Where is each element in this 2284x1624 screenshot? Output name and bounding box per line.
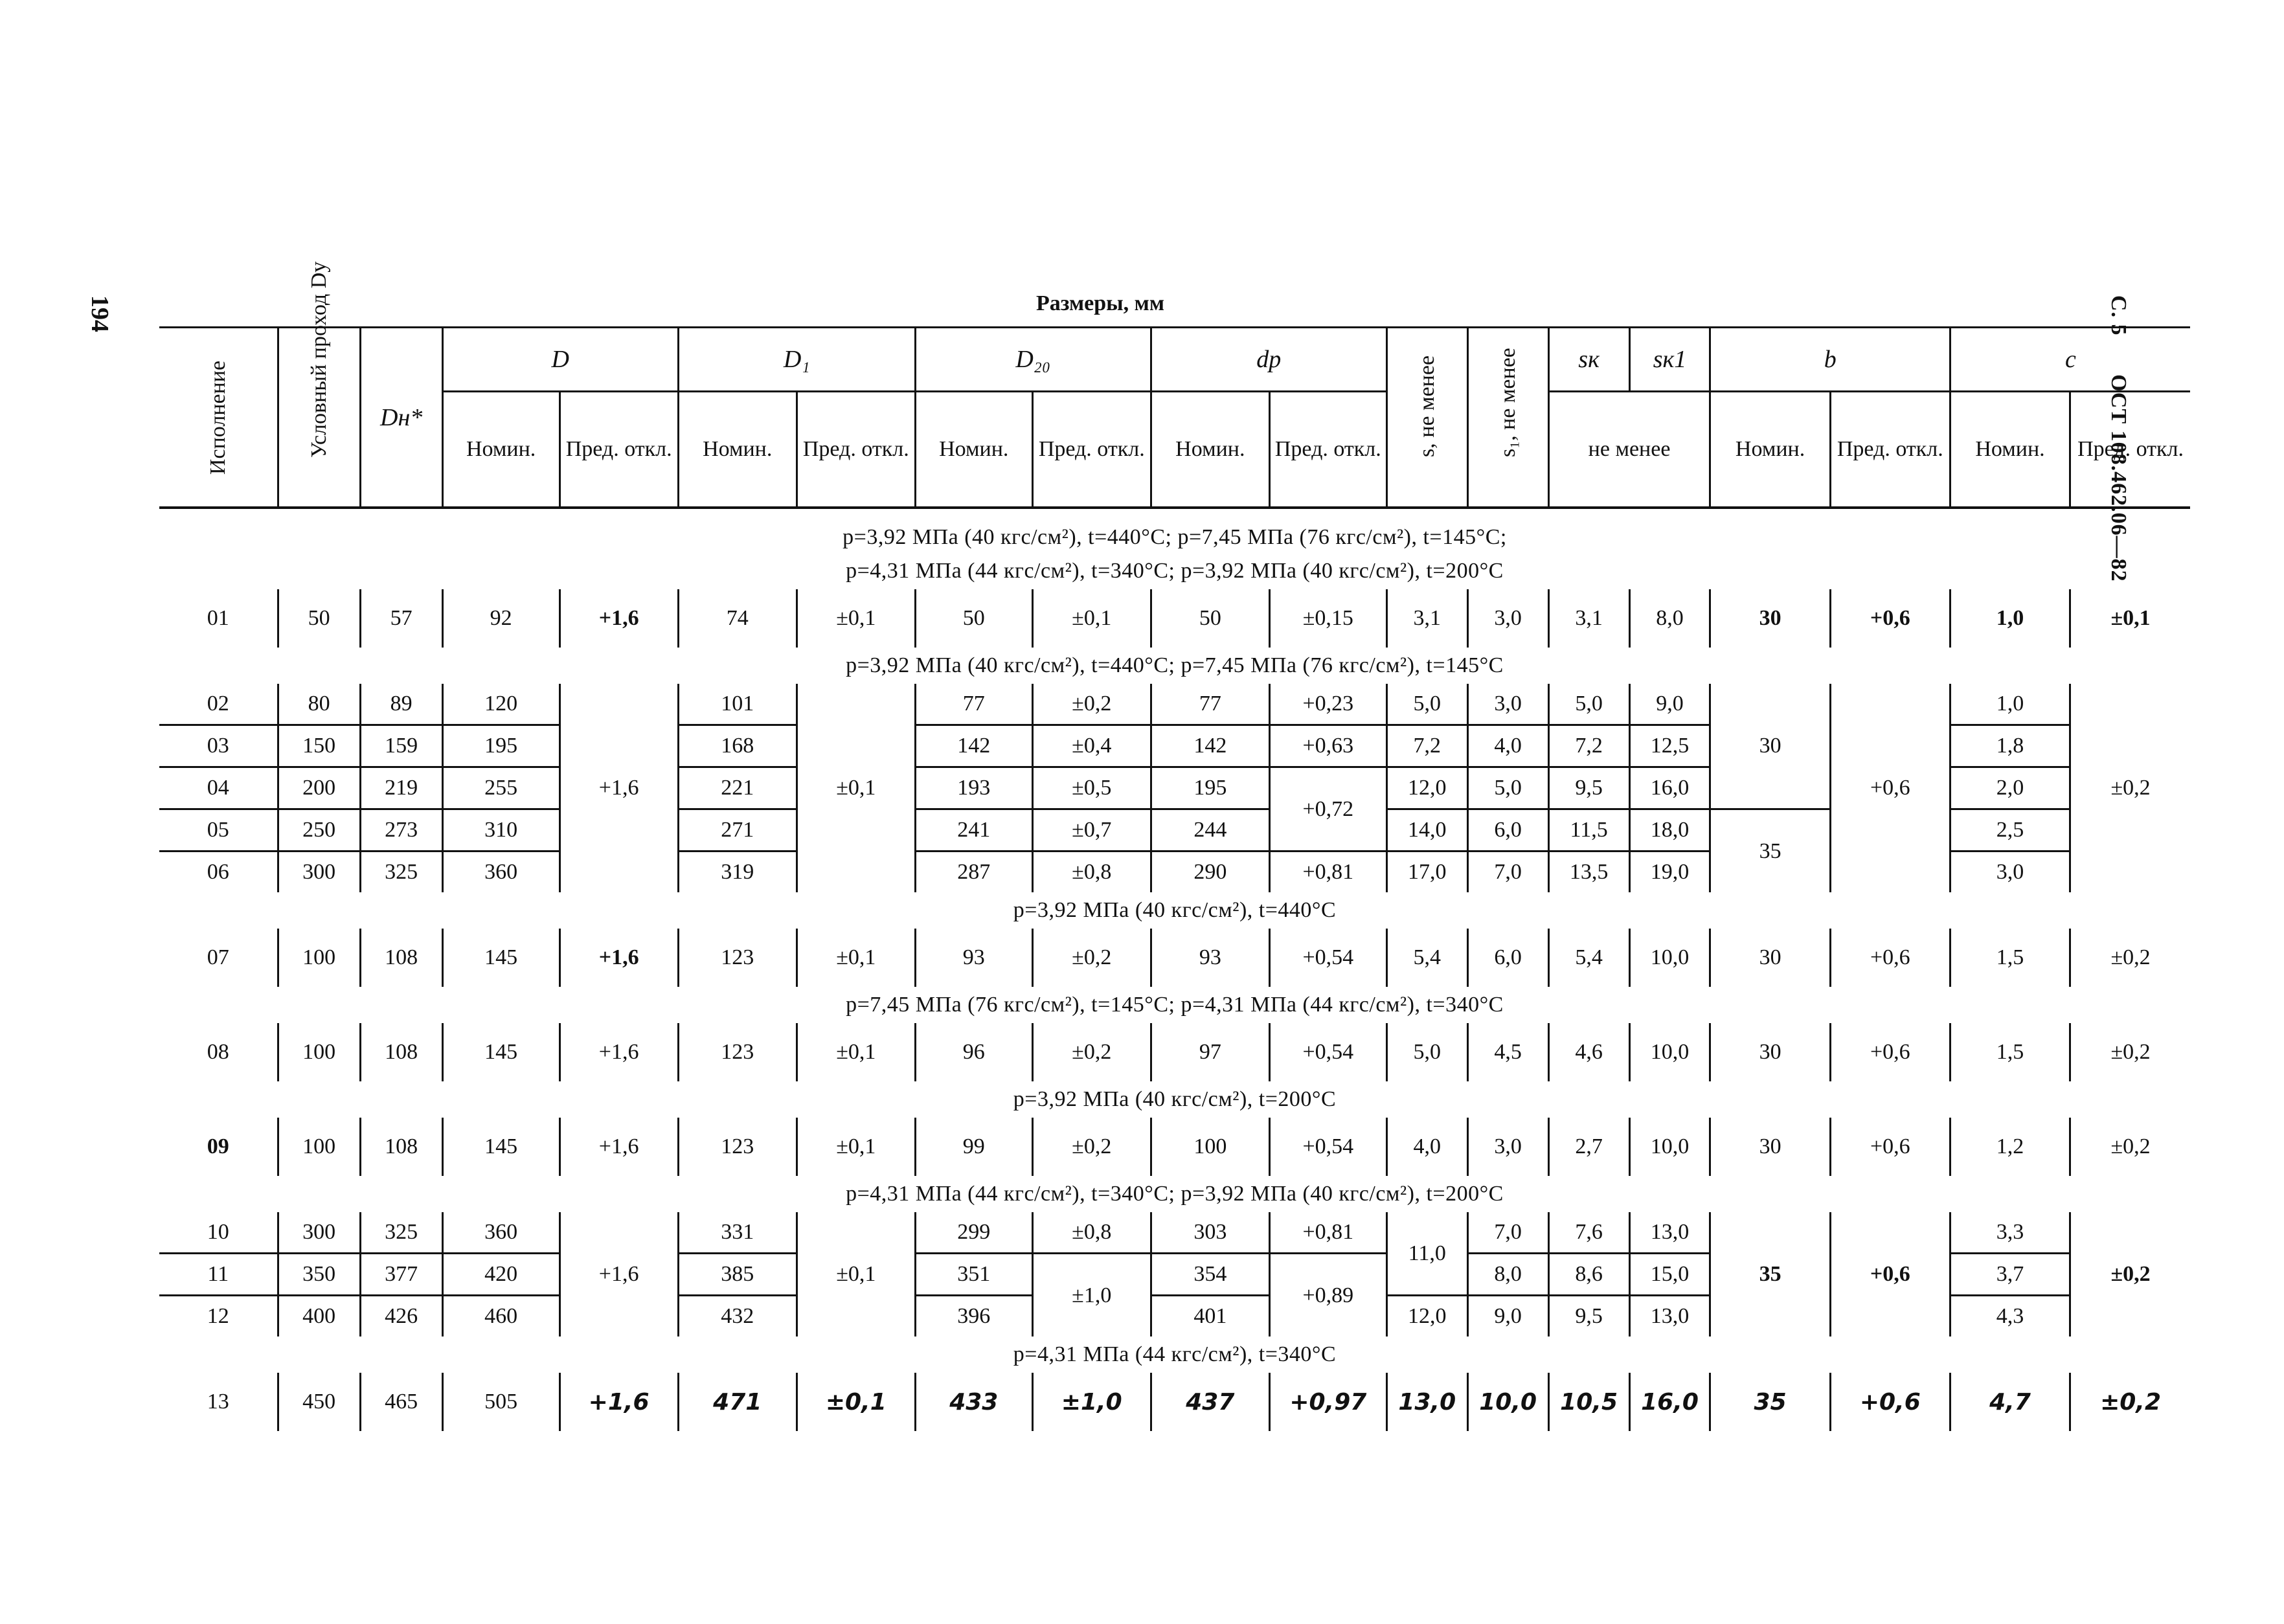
- table-cell: 18,0: [1629, 809, 1710, 851]
- dp-pred: Пред. откл.: [1269, 392, 1386, 508]
- table-cell: 142: [1151, 725, 1269, 767]
- table-caption: Размеры, мм: [1036, 291, 1164, 315]
- table-cell: 9,5: [1548, 1296, 1629, 1337]
- table-cell: 1,2: [1950, 1118, 2070, 1176]
- table-cell: 123: [678, 929, 797, 987]
- table-cell: 16,0: [1629, 767, 1710, 809]
- table-cell: 108: [360, 929, 442, 987]
- D20-pred: Пред. откл.: [1032, 392, 1151, 508]
- table-cell: ±1,0: [1032, 1373, 1151, 1431]
- table-cell: 74: [678, 589, 797, 648]
- table-row: [159, 929, 2190, 987]
- table-cell: 123: [678, 1023, 797, 1081]
- table-cell: 10,0: [1629, 1023, 1710, 1081]
- table-cell: 35: [1710, 809, 1830, 893]
- table-cell: 9,0: [1629, 684, 1710, 725]
- table-cell: 360: [442, 851, 560, 893]
- table-cell: 303: [1151, 1212, 1269, 1254]
- table-cell: +1,6: [560, 1118, 678, 1176]
- table-cell: 319: [678, 851, 797, 893]
- table-cell: ±0,1: [797, 1118, 915, 1176]
- table-cell: 244: [1151, 809, 1269, 851]
- table-cell: 7,6: [1548, 1212, 1629, 1254]
- table-cell: 360: [442, 1212, 560, 1254]
- table-cell: ±0,2: [2070, 929, 2190, 987]
- table-cell: 3,3: [1950, 1212, 2070, 1254]
- col-sk: sк: [1548, 328, 1629, 392]
- table-cell: 6,0: [1467, 809, 1548, 851]
- b-pred: Пред. откл.: [1830, 392, 1950, 508]
- condition-line: p=4,31 МПа (44 кгс/см²), t=340°C; p=3,92 МПа (40 кгс/см²), t=200°C: [846, 1182, 1504, 1206]
- table-row: [159, 1118, 2190, 1176]
- table-cell: 385: [678, 1254, 797, 1296]
- table-cell: 3,0: [1467, 589, 1548, 648]
- table-cell: 9,0: [1467, 1296, 1548, 1337]
- table-cell: +0,6: [1830, 684, 1950, 892]
- table-cell: 13,0: [1629, 1212, 1710, 1254]
- condition-line: p=3,92 МПа (40 кгс/см²), t=440°C: [1013, 898, 1337, 922]
- table-cell: 13: [207, 1390, 229, 1414]
- table-cell: 145: [442, 929, 560, 987]
- table-cell: 5,0: [1386, 684, 1467, 725]
- table-cell: +0,6: [1830, 929, 1950, 987]
- condition-line: p=3,92 МПа (40 кгс/см²), t=200°C: [1013, 1087, 1337, 1111]
- col-c: c: [1950, 328, 2190, 392]
- table-cell: 271: [678, 809, 797, 851]
- D-pred: Пред. откл.: [560, 392, 678, 508]
- table-cell: 460: [442, 1296, 560, 1337]
- table-cell: 108: [360, 1023, 442, 1081]
- table-cell: ±0,4: [1032, 725, 1151, 767]
- table-row: [159, 589, 2190, 648]
- table-cell: ±0,2: [1032, 1023, 1151, 1081]
- table-cell: 290: [1151, 851, 1269, 893]
- table-cell: 50: [915, 589, 1032, 648]
- col-dn: Dн*: [360, 328, 442, 508]
- table-cell: 92: [442, 589, 560, 648]
- table-cell: ±0,1: [797, 929, 915, 987]
- table-body: [159, 508, 2190, 1431]
- table-cell: 471: [678, 1373, 797, 1431]
- col-D20: D₂₀: [915, 328, 1151, 392]
- table-cell: ±0,1: [797, 684, 915, 892]
- table-cell: ±0,7: [1032, 809, 1151, 851]
- table-cell: 14,0: [1386, 809, 1467, 851]
- table-cell: ±0,1: [1032, 589, 1151, 648]
- table-cell: 19,0: [1629, 851, 1710, 893]
- table-cell: 221: [678, 767, 797, 809]
- table-cell: 12,0: [1386, 767, 1467, 809]
- table-cell: 89: [360, 684, 442, 725]
- table-cell: 255: [442, 767, 560, 809]
- table-cell: ±0,2: [2070, 684, 2190, 892]
- table-cell: 273: [360, 809, 442, 851]
- table-row: [159, 1023, 2190, 1081]
- table-row: [159, 684, 2190, 725]
- col-sk1: sк1: [1629, 328, 1710, 392]
- table-cell: 93: [915, 929, 1032, 987]
- D-nomin: Номин.: [442, 392, 560, 508]
- table-cell: +1,6: [560, 929, 678, 987]
- table-cell: 450: [278, 1373, 360, 1431]
- table-cell: 6,0: [1467, 929, 1548, 987]
- table-cell: 57: [360, 589, 442, 648]
- table-cell: 10,0: [1467, 1373, 1548, 1431]
- table-cell: 80: [278, 684, 360, 725]
- table-cell: 9,5: [1548, 767, 1629, 809]
- table-cell: 351: [915, 1254, 1032, 1296]
- table-cell: 3,1: [1548, 589, 1629, 648]
- table-cell: 505: [442, 1373, 560, 1431]
- table-cell: 50: [278, 589, 360, 648]
- table-cell: 1,5: [1950, 929, 2070, 987]
- c-nomin: Номин.: [1950, 392, 2070, 508]
- table-cell: 100: [278, 1023, 360, 1081]
- table-cell: 13,5: [1548, 851, 1629, 893]
- table-cell: +1,6: [560, 1212, 678, 1336]
- table-cell: +1,6: [560, 589, 678, 648]
- table-cell: +0,54: [1269, 1118, 1386, 1176]
- table-cell: 101: [678, 684, 797, 725]
- table-cell: 30: [1710, 1023, 1830, 1081]
- table-cell: 50: [1151, 589, 1269, 648]
- table-cell: +0,6: [1830, 1023, 1950, 1081]
- table-cell: 08: [207, 1040, 229, 1064]
- table-cell: 310: [442, 809, 560, 851]
- col-ispolnenie: Исполнение: [159, 328, 278, 508]
- table-cell: 100: [1151, 1118, 1269, 1176]
- table-cell: 99: [915, 1118, 1032, 1176]
- standard-code: ОСТ 108.462.06—82: [2107, 374, 2131, 582]
- table-cell: 8,0: [1467, 1254, 1548, 1296]
- table-cell: 8,6: [1548, 1254, 1629, 1296]
- table-cell: ±0,1: [797, 1023, 915, 1081]
- col-s: s, не менее: [1386, 328, 1467, 508]
- table-cell: +0,63: [1269, 725, 1386, 767]
- table-cell: 12,5: [1629, 725, 1710, 767]
- table-cell: 3,0: [1950, 851, 2070, 893]
- table-cell: 30: [1710, 1118, 1830, 1176]
- dp-nomin: Номин.: [1151, 392, 1269, 508]
- table-cell: 4,5: [1467, 1023, 1548, 1081]
- col-dy: Условный проход Dу: [278, 328, 360, 508]
- table-cell: 145: [442, 1023, 560, 1081]
- table-cell: ±0,1: [797, 1212, 915, 1336]
- table-cell: 11,5: [1548, 809, 1629, 851]
- table-cell: 150: [278, 725, 360, 767]
- table-cell: 15,0: [1629, 1254, 1710, 1296]
- table-cell: +0,6: [1830, 1373, 1950, 1431]
- table-cell: ±0,1: [2070, 589, 2190, 648]
- table-cell: ±0,5: [1032, 767, 1151, 809]
- table-cell: +0,97: [1269, 1373, 1386, 1431]
- table-cell: +1,6: [560, 1023, 678, 1081]
- table-cell: 7,2: [1548, 725, 1629, 767]
- table-cell: +0,54: [1269, 929, 1386, 987]
- table-cell: 401: [1151, 1296, 1269, 1337]
- table-cell: ±0,2: [1032, 684, 1151, 725]
- table-cell: 3,1: [1386, 589, 1467, 648]
- page-number: 194: [86, 295, 113, 332]
- table-cell: 77: [1151, 684, 1269, 725]
- D1-pred: Пред. откл.: [797, 392, 915, 508]
- table-cell: 377: [360, 1254, 442, 1296]
- table-cell: 200: [278, 767, 360, 809]
- condition-line: p=3,92 МПа (40 кгс/см²), t=440°C; p=7,45 МПа (76 кгс/см²), t=145°C;: [842, 525, 1507, 549]
- table-cell: 10: [159, 1212, 278, 1254]
- table-cell: 145: [442, 1118, 560, 1176]
- table-cell: ±0,15: [1269, 589, 1386, 648]
- table-cell: 7,2: [1386, 725, 1467, 767]
- table-cell: 420: [442, 1254, 560, 1296]
- table-cell: 03: [159, 725, 278, 767]
- table-cell: 300: [278, 851, 360, 893]
- table-cell: +0,72: [1269, 767, 1386, 851]
- table-cell: 2,7: [1548, 1118, 1629, 1176]
- table-cell: 77: [915, 684, 1032, 725]
- table-cell: 12: [207, 1304, 229, 1328]
- table-cell: ±0,2: [2070, 1118, 2190, 1176]
- table-cell: 123: [678, 1118, 797, 1176]
- table-cell: ±0,2: [2070, 1023, 2190, 1081]
- table-cell: 8,0: [1629, 589, 1710, 648]
- b-nomin: Номин.: [1710, 392, 1830, 508]
- table-cell: 100: [278, 1118, 360, 1176]
- table-cell: 13,0: [1629, 1296, 1710, 1337]
- table-cell: 350: [278, 1254, 360, 1296]
- table-cell: +0,6: [1830, 589, 1950, 648]
- table-cell: 437: [1151, 1373, 1269, 1431]
- table-cell: 5,0: [1467, 767, 1548, 809]
- table-cell: 142: [915, 725, 1032, 767]
- table-cell: 2,5: [1950, 809, 2070, 851]
- col-s1: s₁, не менее: [1467, 328, 1548, 508]
- table-cell: 465: [360, 1373, 442, 1431]
- table-cell: +1,6: [560, 684, 678, 892]
- col-D1: D₁: [678, 328, 915, 392]
- table-cell: 12,0: [1386, 1296, 1467, 1337]
- table-cell: 04: [159, 767, 278, 809]
- table-cell: ±0,2: [2070, 1373, 2190, 1431]
- condition-line: p=4,31 МПа (44 кгс/см²), t=340°C; p=3,92 МПа (40 кгс/см²), t=200°C: [846, 559, 1504, 583]
- table-cell: ±0,2: [1032, 1118, 1151, 1176]
- table-cell: 3,0: [1467, 684, 1548, 725]
- table-cell: 2,0: [1950, 767, 2070, 809]
- D1-nomin: Номин.: [678, 392, 797, 508]
- table-cell: 299: [915, 1212, 1032, 1254]
- table-row: [159, 1373, 2190, 1431]
- table-cell: 97: [1151, 1023, 1269, 1081]
- table-cell: 108: [360, 1118, 442, 1176]
- table-cell: 02: [159, 684, 278, 725]
- table-cell: 400: [278, 1296, 360, 1337]
- table-cell: +0,81: [1269, 851, 1386, 893]
- condition-line: p=4,31 МПа (44 кгс/см²), t=340°C: [1013, 1342, 1337, 1366]
- table-cell: 433: [915, 1373, 1032, 1431]
- table-cell: 30: [1710, 684, 1830, 809]
- table-row: [159, 1212, 2190, 1254]
- table-cell: 01: [207, 606, 229, 630]
- table-cell: 287: [915, 851, 1032, 893]
- table-cell: ±0,1: [797, 1373, 915, 1431]
- col-dp: dр: [1151, 328, 1386, 392]
- condition-line: p=3,92 МПа (40 кгс/см²), t=440°C; p=7,45 МПа (76 кгс/см²), t=145°C: [846, 653, 1504, 677]
- table-cell: ±0,8: [1032, 1212, 1151, 1254]
- table-cell: 5,0: [1548, 684, 1629, 725]
- table-cell: +0,6: [1830, 1118, 1950, 1176]
- table-cell: 168: [678, 725, 797, 767]
- table-cell: 325: [360, 851, 442, 893]
- table-cell: ±0,8: [1032, 851, 1151, 893]
- col-b: b: [1710, 328, 1950, 392]
- table-cell: 4,6: [1548, 1023, 1629, 1081]
- table-cell: 30: [1710, 589, 1830, 648]
- table-cell: +1,6: [560, 1373, 678, 1431]
- table-cell: 4,0: [1386, 1118, 1467, 1176]
- table-cell: 4,0: [1467, 725, 1548, 767]
- table-cell: 7,0: [1467, 851, 1548, 893]
- table-cell: 35: [1710, 1212, 1830, 1336]
- table-cell: 195: [1151, 767, 1269, 809]
- table-cell: 354: [1151, 1254, 1269, 1296]
- table-cell: 4,3: [1950, 1296, 2070, 1337]
- table-cell: 325: [360, 1212, 442, 1254]
- table-cell: 300: [278, 1212, 360, 1254]
- table-cell: +0,54: [1269, 1023, 1386, 1081]
- table-cell: 3,0: [1467, 1118, 1548, 1176]
- table-cell: 96: [915, 1023, 1032, 1081]
- table-cell: 193: [915, 767, 1032, 809]
- table-cell: 17,0: [1386, 851, 1467, 893]
- col-D: D: [442, 328, 678, 392]
- table-cell: 05: [159, 809, 278, 851]
- table-cell: 250: [278, 809, 360, 851]
- table-cell: 219: [360, 767, 442, 809]
- table-cell: 195: [442, 725, 560, 767]
- D20-nomin: Номин.: [915, 392, 1032, 508]
- table-cell: 16,0: [1629, 1373, 1710, 1431]
- table-cell: 06: [207, 860, 229, 884]
- table-cell: 1,0: [1950, 684, 2070, 725]
- table-cell: 432: [678, 1296, 797, 1337]
- table-cell: 241: [915, 809, 1032, 851]
- sheet-number: С. 5: [2107, 295, 2131, 336]
- table-cell: 1,0: [1950, 589, 2070, 648]
- table-cell: +0,89: [1269, 1254, 1386, 1337]
- table-cell: +0,23: [1269, 684, 1386, 725]
- table-cell: 426: [360, 1296, 442, 1337]
- table-cell: 35: [1710, 1373, 1830, 1431]
- c-pred: Пред. откл.: [2077, 437, 2184, 461]
- table-cell: 09: [207, 1134, 229, 1158]
- table-cell: 331: [678, 1212, 797, 1254]
- table-cell: 10,5: [1548, 1373, 1629, 1431]
- table-cell: 4,7: [1950, 1373, 2070, 1431]
- table-cell: 10,0: [1629, 929, 1710, 987]
- table-cell: 5,0: [1386, 1023, 1467, 1081]
- table-cell: 07: [207, 945, 229, 969]
- table-cell: 1,8: [1950, 725, 2070, 767]
- table-cell: +0,6: [1830, 1212, 1950, 1336]
- table-cell: 11,0: [1386, 1212, 1467, 1296]
- table-cell: 396: [915, 1296, 1032, 1337]
- table-cell: 5,4: [1386, 929, 1467, 987]
- sk-ne-menee: не менее: [1548, 392, 1710, 508]
- table-cell: ±1,0: [1032, 1254, 1151, 1337]
- table-cell: 13,0: [1386, 1373, 1467, 1431]
- table-cell: 3,7: [1950, 1254, 2070, 1296]
- table-cell: 93: [1151, 929, 1269, 987]
- table-cell: 30: [1710, 929, 1830, 987]
- table-cell: ±0,2: [1032, 929, 1151, 987]
- table-cell: ±0,2: [2070, 1212, 2190, 1336]
- table-cell: ±0,1: [797, 589, 915, 648]
- table-cell: 100: [278, 929, 360, 987]
- table-cell: 7,0: [1467, 1212, 1548, 1254]
- table-cell: 11: [159, 1254, 278, 1296]
- condition-line: p=7,45 МПа (76 кгс/см²), t=145°C; p=4,31 МПа (44 кгс/см²), t=340°C: [846, 993, 1504, 1017]
- table-cell: 120: [442, 684, 560, 725]
- table-cell: 159: [360, 725, 442, 767]
- table-cell: 5,4: [1548, 929, 1629, 987]
- table-cell: 10,0: [1629, 1118, 1710, 1176]
- table-cell: 1,5: [1950, 1023, 2070, 1081]
- table-cell: +0,81: [1269, 1212, 1386, 1254]
